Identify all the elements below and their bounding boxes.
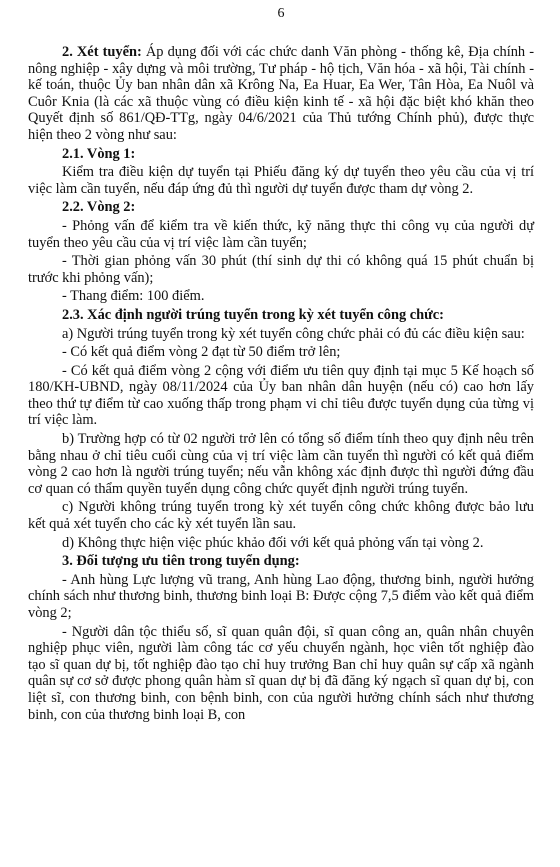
section-2-3-item: d) Không thực hiện việc phúc khảo đối với kết quả phỏng vấn tại vòng 2. [62,534,484,551]
section-2-3-item: a) Người trúng tuyển trong kỳ xét tuyển công chức phải có đủ các điều kiện sau: [62,325,525,342]
section-2-3-item: - Có kết quả điểm vòng 2 cộng với điểm ưu tiên quy định tại mục 5 Kế hoạch số 180/KH-UBND, ngày 08/11/2024 của Ủy ban nhân dân huyện (nếu có) cao hơn lấy theo thứ tự điểm từ cao xuống thấp trong phạm vi chỉ tiêu được tuyển dụng của từng vị trí việc làm. [28,362,534,429]
section-2-1-text: Kiểm tra điều kiện dự tuyển tại Phiếu đăng ký dự tuyển theo yêu cầu của vị trí việc làm cần tuyển, nếu đáp ứng đủ thì người dự tuyển được tham dự vòng 2. [28,164,534,197]
section-3-item: - Anh hùng Lực lượng vũ trang, Anh hùng Lao động, thương binh, người hưởng chính sách như thương binh, thương binh loại B: Được cộng 7,5 điểm vào kết quả điểm vòng 2; [28,571,534,621]
section-2-2-item: - Thời gian phỏng vấn 30 phút (thí sinh dự thi có không quá 15 phút chuẩn bị trước khi phỏng vấn); [28,253,534,286]
section-2-text: Áp dụng đối với các chức danh Văn phòng - thống kê, Địa chính - nông nghiệp - xây dựng và môi trường, Tư pháp - hộ tịch, Văn hóa - xã hội, Tài chính - kế toán, thuộc Ủy ban nhân dân xã Krông Na, Ea Huar, Ea Wer, Tân Hòa, Ea Nuôl và Cuôr Knia (là các xã thuộc vùng có điều kiện kinh tế - xã hội đặc biệt khó khăn theo Quyết định số 861/QĐ-TTg, ngày 04/6/2021 của Thủ tướng Chính phủ), được thực hiện theo 2 vòng như sau: [28,44,534,143]
section-2-3-item: c) Người không trúng tuyển trong kỳ xét tuyển công chức không được bảo lưu kết quả xét tuyển cho các kỳ xét tuyển lần sau. [28,499,534,533]
section-3-title: 3. Đối tượng ưu tiên trong tuyển dụng: [62,553,300,570]
page-number: 6 [277,6,285,21]
section-2-1-title: 2.1. Vòng 1: [62,145,136,162]
section-2-2-title: 2.2. Vòng 2: [62,199,136,216]
section-2-paragraph [28,44,534,144]
section-2-2-item: - Phỏng vấn để kiểm tra về kiến thức, kỹ năng thực thi công vụ của người dự tuyển theo yêu cầu của vị trí việc làm cần tuyển; [28,217,534,251]
section-2-3-item: b) Trường hợp có từ 02 người trở lên có tổng số điểm tính theo quy định nêu trên bằng nhau ở chỉ tiêu cuối cùng của vị trí việc làm cần tuyển thì người có kết quả điểm vòng 2 cao hơn là người trúng tuyển; nếu vẫn không xác định được thì người đứng đầu cơ quan có thẩm quyền tuyển dụng công chức quyết định người trúng tuyển. [28,431,534,497]
section-2-3-title: 2.3. Xác định người trúng tuyển trong kỳ xét tuyển công chức: [62,306,444,323]
section-2-title: 2. Xét tuyển: [62,44,142,60]
section-2-2-item: - Thang điểm: 100 điểm. [62,288,205,305]
section-3-item: - Người dân tộc thiểu số, sĩ quan quân đội, sĩ quan công an, quân nhân chuyên nghiệp phục viên, người làm công tác cơ yếu chuyển ngành, học viên tốt nghiệp đào tạo sĩ quan dự bị, tốt nghiệp đào tạo chỉ huy trưởng Ban chỉ huy quân sự cấp xã ngành quân sự cơ sở được phong quân hàm sĩ quan dự bị đã đăng ký ngạch sĩ quan dự bị, con liệt sĩ, con thương binh, con bệnh binh, con của người hưởng chính sách như thương binh, con của thương binh loại B, con [28,623,534,723]
section-2-3-item: - Có kết quả điểm vòng 2 đạt từ 50 điểm trở lên; [62,344,341,361]
